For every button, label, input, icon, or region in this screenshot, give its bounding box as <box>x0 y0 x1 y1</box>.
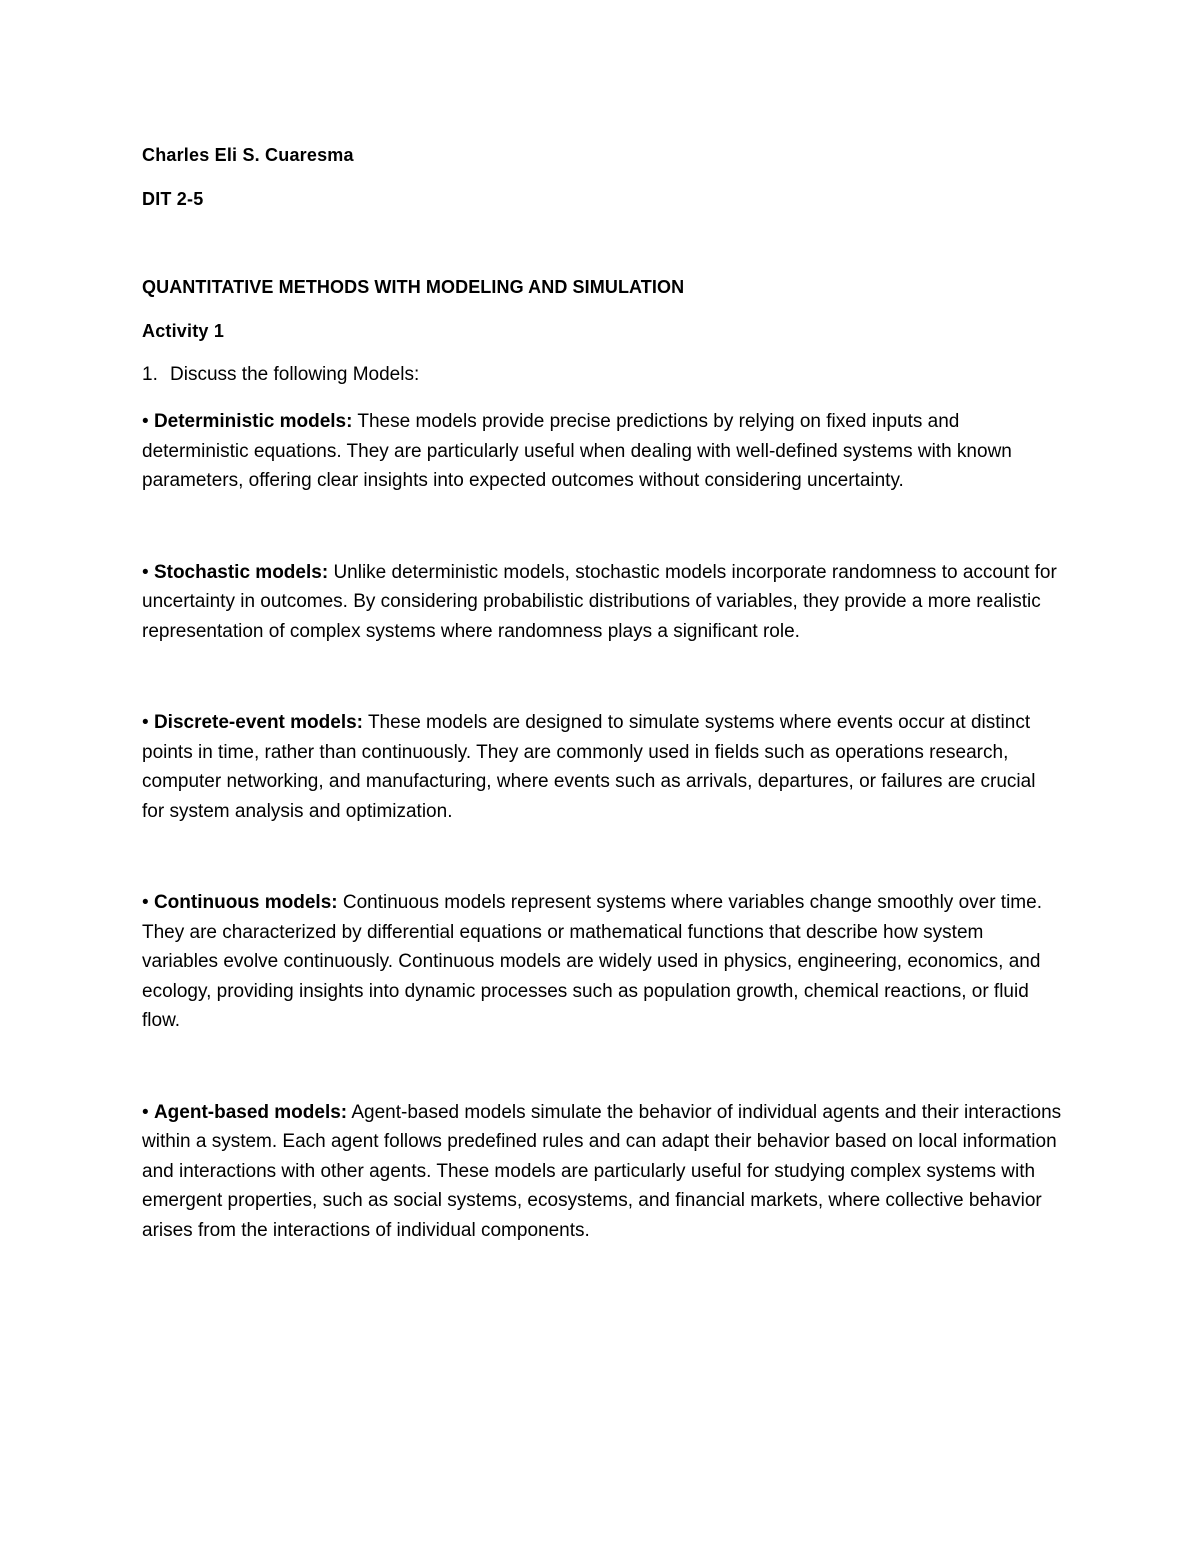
document-body <box>142 143 1062 1245</box>
question-text: Discuss the following Models: <box>170 364 420 385</box>
bullet: • <box>142 712 149 733</box>
model-description: Unlike deterministic models, stochastic models incorporate randomness to account for uncertainty in outcomes. By considering probabilistic distributions of variables, they provide a more realistic representation of complex systems where randomness plays a significant role. <box>142 561 1057 642</box>
model-description: These models provide precise predictions by relying on fixed inputs and deterministic equations. They are particularly useful when dealing with well-defined systems with known parameters, offering clear insights into expected outcomes without considering uncertainty. <box>142 411 1012 491</box>
question-number: 1. <box>142 364 158 385</box>
question <box>142 363 1062 387</box>
model-term: Stochastic models: <box>153 561 329 583</box>
document-title: QUANTITATIVE METHODS WITH MODELING AND SIMULATION <box>142 277 685 297</box>
model-term: Discrete-event models: <box>153 712 364 733</box>
model-discrete-event <box>142 708 1062 826</box>
model-term: Continuous models: <box>153 892 338 913</box>
bullet: • <box>142 1101 149 1123</box>
model-description: Agent-based models simulate the behavior of individual agents and their interactions within a system. Each agent follows predefined rules and can adapt their behavior based on local information and interactions with other agents. These models are particularly useful for studying complex systems with emergent properties, such as social systems, ecosystems, and financial markets, where collective behavior arises from the interactions of individual components. <box>142 1101 1062 1241</box>
model-term: Agent-based models: <box>153 1101 348 1123</box>
model-description: Continuous models represent systems where variables change smoothly over time. They are characterized by differential equations or mathematical functions that describe how system variables evolve continuously. Continuous models are widely used in physics, engineering, economics, and ecology, providing insights into dynamic processes such as population growth, chemical reactions, or fluid flow. <box>142 892 1042 1031</box>
model-stochastic <box>142 558 1062 647</box>
bullet: • <box>142 411 149 432</box>
bullet: • <box>142 892 149 913</box>
model-term: Deterministic models: <box>153 411 353 432</box>
class-section: DIT 2-5 <box>142 189 204 209</box>
model-description: These models are designed to simulate systems where events occur at distinct points in time, rather than continuously. They are commonly used in fields such as operations research, computer networking, and manufacturing, where events such as arrivals, departures, or failures are crucial for system analysis and optimization. <box>142 712 1036 822</box>
bullet: • <box>142 561 149 583</box>
model-agent-based <box>142 1098 1062 1246</box>
model-deterministic <box>142 407 1062 496</box>
activity-heading: Activity 1 <box>142 321 225 341</box>
model-continuous <box>142 888 1062 1036</box>
author-name: Charles Eli S. Cuaresma <box>142 145 354 165</box>
